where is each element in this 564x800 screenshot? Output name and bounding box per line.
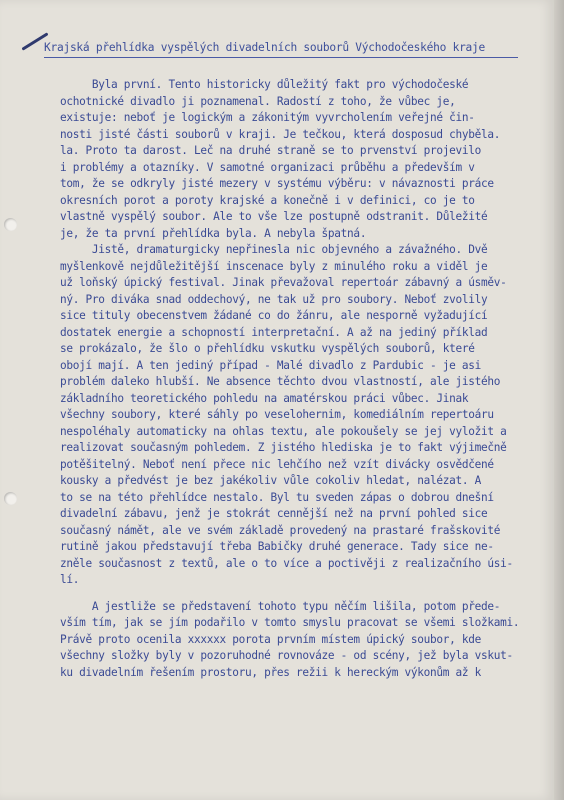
text-line: všechny složky byly v pozoruhodné rovnováze - od scény, jež byla vskut- (60, 649, 513, 662)
document-title: Krajská přehlídka vyspělých divadelních souborů Východočeského kraje (44, 41, 486, 54)
punch-hole (4, 218, 17, 231)
paragraph (60, 77, 545, 589)
text-line: potěšitelný. Neboť není přece nic lehčího než vzít divácky osvědčené (60, 457, 494, 471)
text-line: existuje: neboť je logickým a zákonitým vyvrcholením veřejné čin- (60, 111, 475, 124)
paragraph (60, 599, 545, 682)
punch-hole (4, 492, 17, 505)
paragraph-gap (60, 589, 545, 599)
title-underline (44, 57, 518, 58)
text-line: obojí mají. A ten jediný případ - Malé divadlo z Pardubic - je asi (60, 358, 482, 372)
text-line: tom, že se odkryly jisté mezery v systému výběru: v návaznosti práce (60, 177, 494, 190)
text-line: i problémy a otazníky. V samotné organizaci průběhu a především v (60, 160, 475, 174)
text-line: la. Proto ta darost. Leč na druhé straně se to prvenství projevilo (60, 144, 482, 157)
document-body (60, 77, 545, 681)
text-line: základního teoretického pohledu na amatérskou práci vůbec. Jinak (60, 391, 469, 405)
text-line: sice tituly obecenstvem žádané co do žánru, ale nesporně vyžadující (60, 309, 488, 322)
text-line: nespoléhaly automaticky na ohlas textu, ale pokoušely se jej vyložit a (60, 424, 507, 438)
text-line: myšlenkově nejdůležitější inscenace byly z minulého roku a viděl je (60, 259, 488, 273)
text-line: ný. Pro diváka snad oddechový, ne tak už pro soubory. Neboť zvolily (60, 292, 488, 306)
text-line: už loňský úpický festival. Jinak převažoval repertoár zábavný a úsměv- (60, 276, 507, 289)
text-line: vlastně vyspělý soubor. Ale to vše lze postupně odstranit. Důležité (60, 210, 488, 223)
text-line: je, že ta první přehlídka byla. A nebyla špatná. (60, 226, 367, 240)
text-line: ku divadelním řešením prostoru, přes režii k hereckým výkonům až k (60, 665, 482, 679)
text-line: současný námět, ale ve svém základě provedený na prastaré frašskovité (60, 523, 501, 537)
text-line: ochotnické divadlo ji poznamenal. Radostí z toho, že vůbec je, (60, 94, 456, 108)
text-line: vším tím, jak se jím podařilo v tomto smyslu pracovat se všemi složkami. (60, 616, 520, 629)
text-line: divadelní zábavu, jenž je stokrát cennější než na první pohled sice (60, 507, 488, 520)
text-line: se prokázalo, že šlo o přehlídku vskutku vyspělých souborů, které (60, 342, 475, 355)
text-line: nosti jisté části souborů v kraji. Je tečkou, která dosposud chyběla. (60, 127, 501, 141)
text-line: A jestliže se představení tohoto typu něčím lišila, potom přede- (60, 599, 501, 613)
page-edge (554, 0, 564, 800)
text-line: kousky a předvést je bez jakékoliv vůle cokoliv hledat, nalézat. A (60, 474, 482, 487)
text-line: realizovat současným pohledem. Z jistého hlediska je to fakt výjimečně (60, 441, 507, 454)
text-line: to se na této přehlídce nestalo. Byl tu sveden zápas o dobrou dnešní (60, 490, 494, 504)
text-line: rutině jakou představují třeba Babičky druhé generace. Tady sice ne- (60, 540, 494, 553)
text-line: okresních porot a poroty krajské a konečně i v definici, co je to (60, 193, 475, 207)
text-line: lí. (60, 573, 80, 586)
text-line: zněle současnost z textů, ale o to více a poctivěji z realizačního úsi- (60, 556, 513, 570)
text-line: všechny soubory, které sáhly po veselohernim, komediálním repertoáru (60, 408, 494, 421)
text-line: Jistě, dramaturgicky nepřinesla nic objevného a závažného. Dvě (60, 243, 488, 256)
text-line: dostatek energie a schopností interpretační. A až na jediný příklad (60, 325, 488, 339)
text-line: Byla první. Tento historicky důležitý fakt pro východočeské (60, 78, 469, 91)
text-line: Právě proto ocenila xxxxxx porota prvním místem úpický soubor, kde (60, 632, 482, 646)
text-line: problém daleko hlubší. Ne absence těchto dvou vlastností, ale jistého (60, 375, 501, 388)
